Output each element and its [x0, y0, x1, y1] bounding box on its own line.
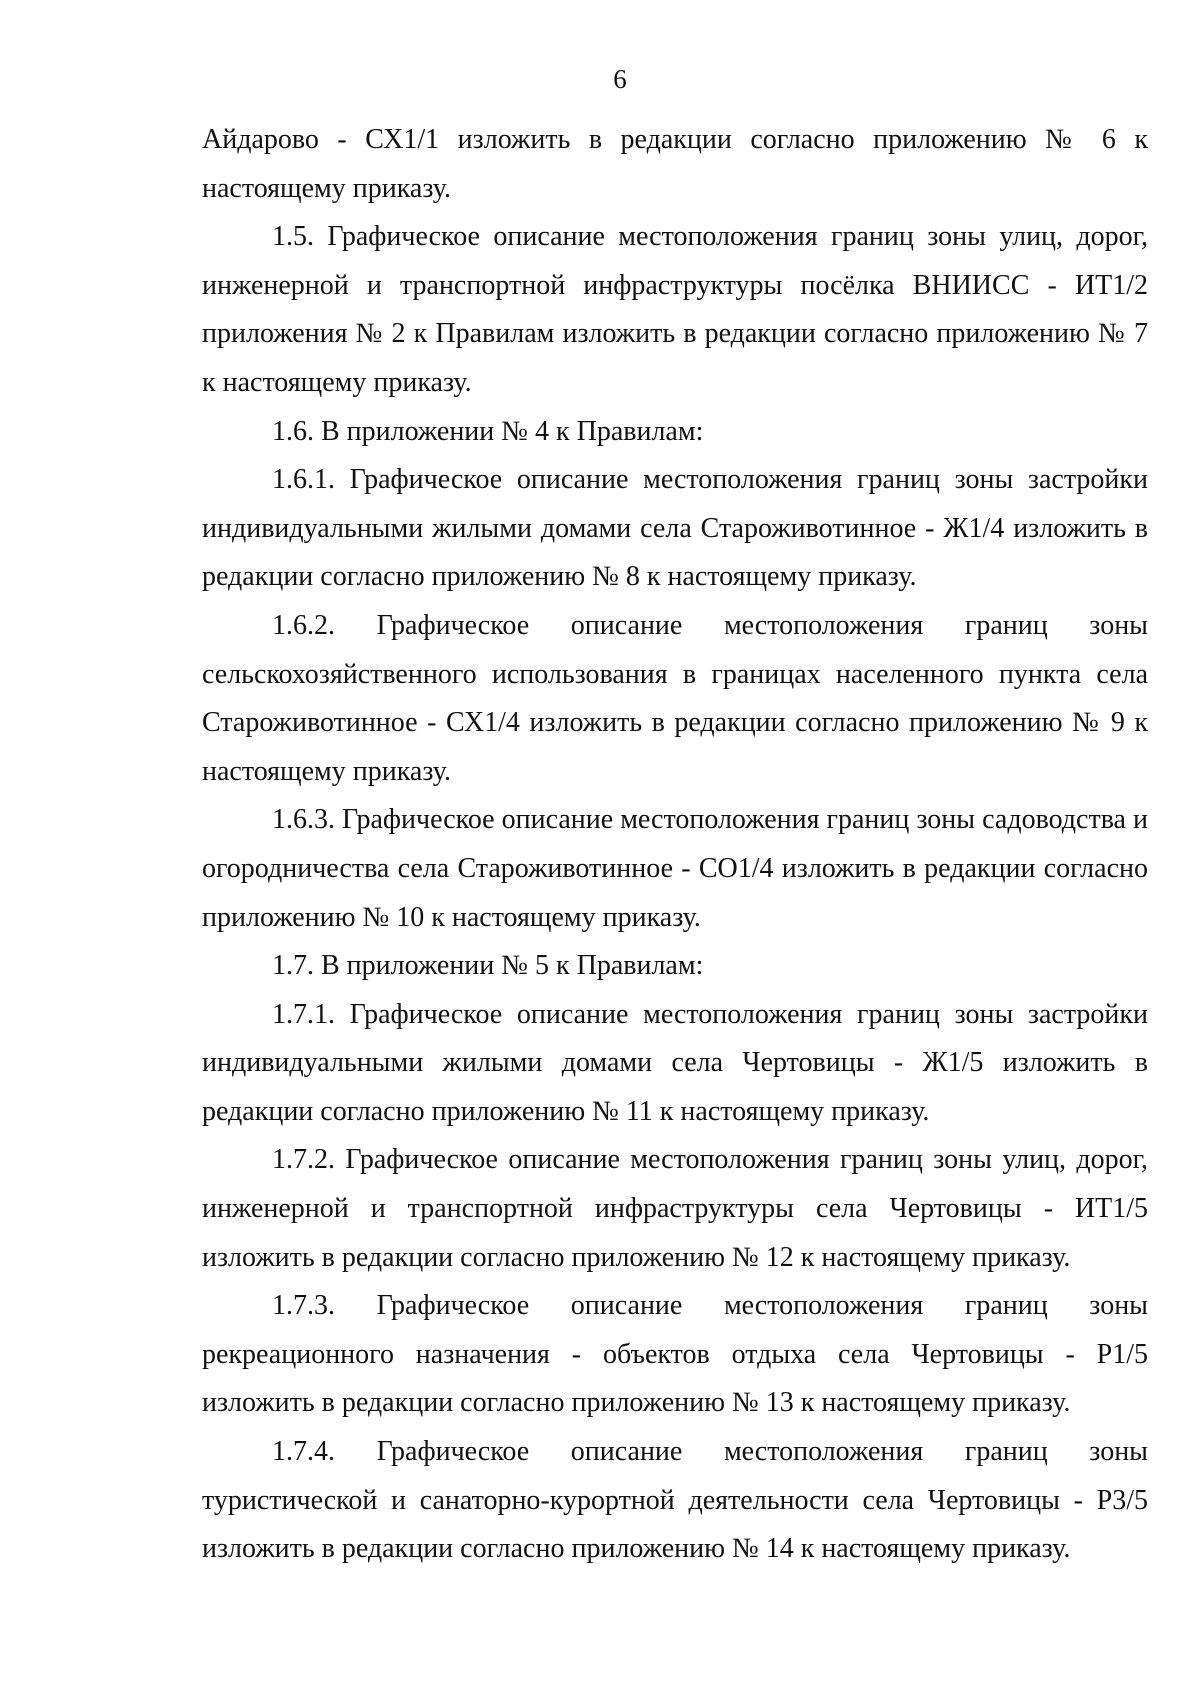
page-number: 6 [613, 64, 627, 94]
paragraph-1-6-1: 1.6.1. Графическое описание местоположения границ зоны застройки индивидуальными жилыми домами села Староживотинное - Ж1/4 изложить в редакции согласно приложению № 8 к настоящему приказу. [202, 464, 1148, 593]
paragraph-1-7-2: 1.7.2. Графическое описание местоположения границ зоны улиц, дорог, инженерной и транспортной инфраструктуры села Чертовицы - ИТ1/5 изложить в редакции согласно приложению № 12 к настоящему приказу. [202, 1144, 1148, 1273]
paragraph-1-7: 1.7. В приложении № 5 к Правилам: [272, 950, 704, 982]
paragraph-1-7-1: 1.7.1. Графическое описание местоположения границ зоны застройки индивидуальными жилыми домами села Чертовицы - Ж1/5 изложить в редакции согласно приложению № 11 к настоящему приказу. [202, 998, 1148, 1127]
paragraph-1-7-4: 1.7.4. Графическое описание местоположения границ зоны туристической и санаторно-курортной деятельности села Чертовицы - Р3/5 изложить в редакции согласно приложению № 14 к настоящему приказу. [202, 1436, 1148, 1565]
paragraph-continuation: Айдарово - СХ1/1 изложить в редакции согласно приложению № 6 к настоящему приказу. [202, 124, 1148, 204]
paragraph-1-6-3: 1.6.3. Графическое описание местоположения границ зоны садоводства и огородничества села Староживотинное - СО1/4 изложить в редакции согласно приложению № 10 к настоящему приказу. [202, 804, 1148, 933]
paragraph-1-5: 1.5. Графическое описание местоположения границ зоны улиц, дорог, инженерной и транспортной инфраструктуры посёлка ВНИИСС - ИТ1/2 приложения № 2 к Правилам изложить в редакции согласно приложению № 7 к настоящему приказу. [202, 221, 1148, 398]
paragraph-1-6-2: 1.6.2. Графическое описание местоположения границ зоны сельскохозяйственного использования в границах населенного пункта села Староживотинное - СХ1/4 изложить в редакции согласно приложению № 9 к настоящему приказу. [202, 609, 1148, 787]
paragraph-1-7-3: 1.7.3. Графическое описание местоположения границ зоны рекреационного назначения - объектов отдыха села Чертовицы - Р1/5 изложить в редакции согласно приложению № 13 к настоящему приказу. [202, 1290, 1148, 1419]
paragraph-1-6: 1.6. В приложении № 4 к Правилам: [272, 415, 704, 447]
document-body [202, 116, 1148, 1574]
